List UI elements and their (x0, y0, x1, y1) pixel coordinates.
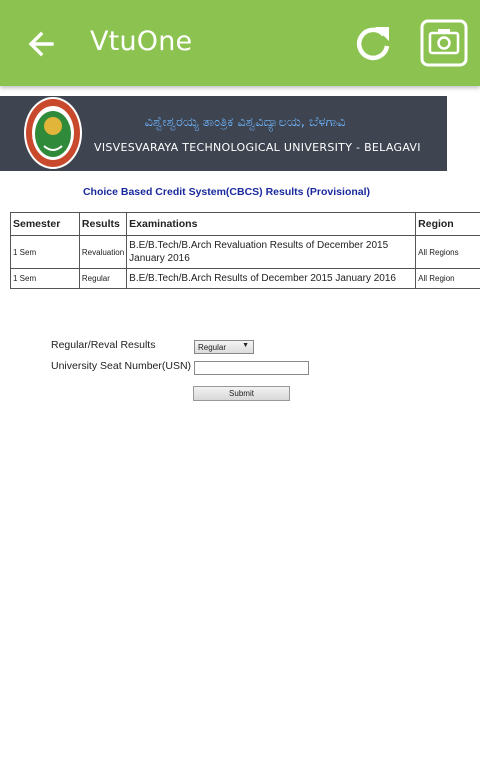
result-type-label: Regular/Reval Results (51, 339, 156, 351)
results-table (10, 212, 480, 289)
refresh-icon[interactable] (350, 20, 396, 66)
submit-button[interactable]: Submit (193, 386, 290, 401)
university-banner (0, 96, 447, 171)
result-type-selected-value: Regular (198, 343, 227, 352)
table-header-row (11, 213, 480, 236)
back-arrow-icon[interactable] (22, 24, 62, 64)
app-title: VtuOne (90, 26, 193, 57)
university-logo-icon (22, 96, 84, 171)
camera-icon[interactable] (420, 19, 468, 67)
table-row (11, 269, 480, 289)
header-results: Results (79, 213, 126, 236)
cell-results: Revaluation (79, 236, 126, 269)
cell-results: Regular (79, 269, 126, 289)
cell-examination-link[interactable]: B.E/B.Tech/B.Arch Results of December 2015 January 2016 (127, 269, 416, 289)
page-title: Choice Based Credit System(CBCS) Results (Provisional) (82, 186, 371, 198)
app-bar (0, 0, 480, 86)
header-region: Region (416, 213, 480, 236)
table-row (11, 236, 480, 269)
cell-semester: 1 Sem (11, 236, 80, 269)
usn-input[interactable] (194, 361, 309, 375)
dropdown-arrow-icon: ▼ (242, 342, 249, 349)
usn-label: University Seat Number(USN) (51, 360, 192, 372)
cell-examination-link[interactable]: B.E/B.Tech/B.Arch Revaluation Results of December 2015 January 2016 (127, 236, 416, 269)
header-semester: Semester (11, 213, 80, 236)
cell-semester: 1 Sem (11, 269, 80, 289)
result-type-select[interactable] (194, 340, 254, 354)
header-examinations: Examinations (127, 213, 416, 236)
cell-region: All Regions (416, 236, 480, 269)
banner-english-text: VISVESVARAYA TECHNOLOGICAL UNIVERSITY - BELAGAVI (94, 141, 421, 154)
banner-kannada-text: ವಿಶ್ವೇಶ್ವರಯ್ಯ ತಾಂತ್ರಿಕ ವಿಶ್ವವಿದ್ಯಾಲಯ, ಬೆಳಗಾವಿ (144, 115, 346, 130)
cell-region: All Region (416, 269, 480, 289)
